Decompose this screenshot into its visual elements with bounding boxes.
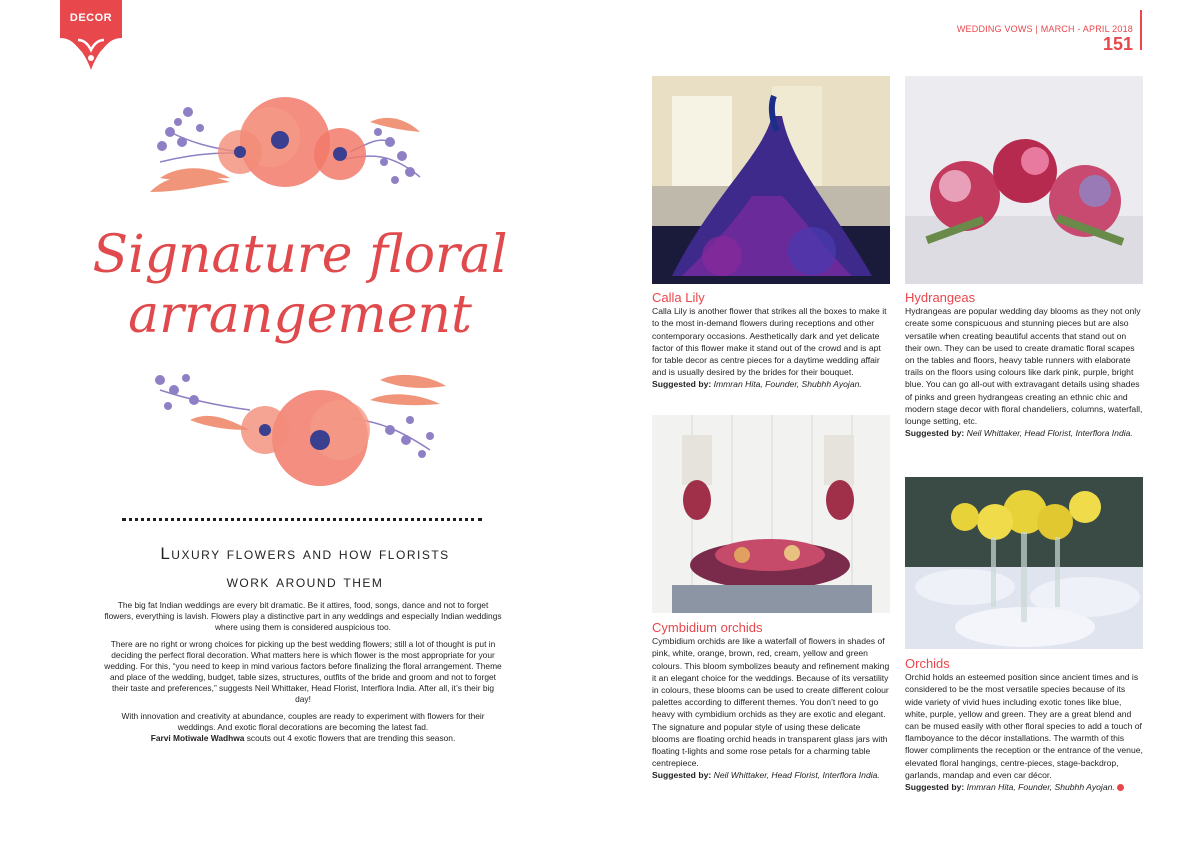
hydrangeas-heading: Hydrangeas bbox=[905, 290, 976, 305]
feature-subtitle bbox=[105, 540, 505, 596]
byline-name: Farvi Motiwale Wadhwa bbox=[150, 733, 245, 743]
calla-lily-heading: Calla Lily bbox=[652, 290, 705, 305]
floral-illustration-bottom bbox=[150, 360, 450, 500]
cymbidium-suggested-label: Suggested by: bbox=[652, 770, 712, 781]
cymbidium-suggested-name: Neil Whittaker, Head Florist, Interflora India. bbox=[711, 770, 880, 781]
cymbidium-suggested bbox=[652, 769, 890, 781]
orchids-suggested bbox=[905, 781, 1143, 793]
hydrangeas-suggested bbox=[905, 427, 1143, 439]
orchids-suggested-name: Immran Hita, Founder, Shubhh Ayojan. bbox=[964, 782, 1115, 793]
byline bbox=[103, 733, 503, 744]
dotted-divider bbox=[122, 518, 482, 521]
ornament-icon bbox=[60, 28, 122, 70]
hydrangeas-suggested-label: Suggested by: bbox=[905, 428, 965, 439]
hydrangeas-suggested-name: Neil Whittaker, Head Florist, Interflora India. bbox=[964, 428, 1133, 439]
orchids-body: Orchid holds an esteemed position since ancient times and is considered to be the most versatile species because of its wide variety of vivid hues including exotic tones like blue, white, purple, yellow and green. They are a great blend and can be mused easily with other floral species to add a touch of flamboyance to the décor installations. The warmth of this flower compliments the reception or the entrance of the venue, elevated floral hangings, centre-pieces, stage-backdrop, garlands, mandap and even car décor. bbox=[905, 672, 1143, 780]
intro-paragraph-2: There are no right or wrong choices for picking up the best wedding flowers; still a lot of thought is put in deciding the perfect floral decoration. What matters here is which flower is the most appropriate for your wedding. For this, “you need to keep in mind various factors before finalizing the floral arrangement. Theme and place of the wedding, budget, table sizes, structures, outfits of the bride and groom and not to forget their taste and preferences,” suggests Neil Whittaker, Head Florist, Interflora India. After all, it’s their big day! bbox=[104, 639, 502, 704]
orchids-heading: Orchids bbox=[905, 656, 950, 671]
calla-lily-photo bbox=[652, 76, 890, 284]
feature-title-line2: arrangement bbox=[128, 285, 472, 345]
cymbidium-orchids-photo bbox=[652, 415, 890, 613]
article-hydrangeas bbox=[905, 292, 1143, 439]
orchids-suggested-label: Suggested by: bbox=[905, 782, 965, 793]
calla-lily-body: Calla Lily is another flower that strikes all the boxes to make it to the most in-demand flowers during receptions and other contemporary occasions. Aesthetically dark and yet delicate factor of this flower make it stand out of the crowd and is apt for table decor as centre pieces for a daytime wedding affair and is usually desired by the brides for their bouquet. bbox=[652, 306, 887, 378]
calla-lily-suggested-name: Immran Hita, Founder, Shubhh Ayojan. bbox=[711, 379, 862, 390]
floral-illustration-top bbox=[140, 82, 440, 222]
end-mark-icon bbox=[1117, 784, 1124, 791]
feature-title-line1: Signature floral bbox=[92, 225, 508, 285]
feature-subtitle-line1: Luxury flowers and how florists bbox=[160, 544, 450, 563]
page-number: 151 bbox=[1102, 34, 1133, 54]
running-head: WEDDING VOWS | MARCH - APRIL 2018 bbox=[956, 24, 1133, 34]
intro-paragraph-1: The big fat Indian weddings are every bit dramatic. Be it attires, food, songs, dance and not to forget flowers, everything is lavish. Flowers play a distinctive part in any weddings and especially Indian weddings where using them is considered auspicious too. bbox=[104, 600, 502, 632]
article-cymbidium-orchids bbox=[652, 622, 890, 782]
feature-intro bbox=[103, 600, 503, 750]
section-tab bbox=[60, 0, 122, 70]
hydrangeas-photo bbox=[905, 76, 1143, 284]
byline-text: scouts out 4 exotic flowers that are trending this season. bbox=[244, 733, 456, 743]
article-calla-lily bbox=[652, 292, 890, 391]
cymbidium-body: Cymbidium orchids are like a waterfall of flowers in shades of pink, white, orange, brown, red, cream, yellow and green colours. This bloom symbolizes beauty and refinement making it an elegant choice for the weddings. Because of its versatility in colours, these blooms can be used to create different colour palettes according to different themes. You don’t need to go heavy with cymbidium orchids as they are exotic and elegant. The signature and popular style of using these delicate blooms are floating orchid heads in transparent glass jars with floating t-lights and some rose petals for a charming table centrepiece. bbox=[652, 636, 890, 769]
article-orchids bbox=[905, 658, 1143, 793]
intro-paragraph-3: With innovation and creativity at abundance, couples are ready to experiment with flowers for their weddings. And exotic floral decorations are becoming the latest fad. bbox=[121, 711, 485, 732]
header-rule bbox=[1140, 10, 1142, 50]
feature-subtitle-line2: work around them bbox=[226, 572, 384, 591]
calla-lily-suggested-label: Suggested by: bbox=[652, 379, 712, 390]
section-tab-label: DECOR bbox=[69, 12, 113, 24]
hydrangeas-body: Hydrangeas are popular wedding day blooms as they not only create some conspicuous and stunning pieces but are also versatile when creating beautiful accents that stand out on their own. They can be used to create dramatic floral scapes on the tables and floors, heavy table runners with elaborate trails on the floors using colours like dark pink, purple, bright blue. You can go all-out with extravagant details using shades of pinks and green hydrangeas creating an ethnic chic and modern stage decor with floral chandeliers, columns, waterfall, lounge setting, etc. bbox=[905, 306, 1143, 427]
feature-title bbox=[90, 225, 510, 345]
orchids-photo bbox=[905, 477, 1143, 649]
calla-lily-suggested bbox=[652, 378, 890, 390]
cymbidium-heading: Cymbidium orchids bbox=[652, 620, 763, 635]
